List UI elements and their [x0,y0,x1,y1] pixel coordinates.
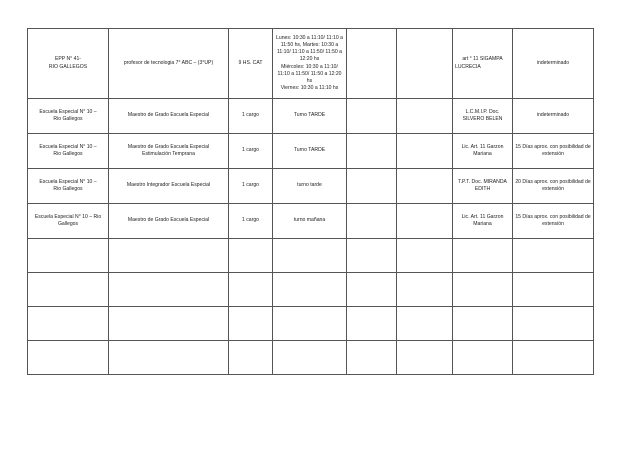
duration-cell: 20 Días aprox. con posibilidad de extensión [513,169,594,204]
blank-b-cell [397,134,453,169]
school-cell: Escuela Especial N° 10 – Rio Gallegos [28,99,109,134]
school-cell: Escuela Especial N° 10 – Rio Gallegos [28,204,109,239]
blank-a-cell [347,341,397,375]
schedule-cell: Turno TARDE [273,134,347,169]
hours-cell [229,273,273,307]
position-cell: Maestro de Grado Escuela Especial [109,99,229,134]
substitute-cell [453,239,513,273]
vacancy-table [27,28,594,375]
hours-cell: 1 cargo [229,169,273,204]
hours-cell [229,307,273,341]
table-row [28,99,594,134]
hours-cell: 1 cargo [229,204,273,239]
school-cell [28,307,109,341]
school-cell: Escuela Especial N° 10 – Rio Gallegos [28,169,109,204]
blank-b-cell [397,99,453,134]
blank-a-cell [347,169,397,204]
schedule-cell [273,307,347,341]
schedule-cell: turno tarde [273,169,347,204]
position-cell [109,307,229,341]
table-row [28,204,594,239]
blank-b-cell [397,341,453,375]
blank-a-cell [347,307,397,341]
blank-b-cell [397,29,453,99]
school-cell: EPP N° 41- RIO GALLEGOS [28,29,109,99]
substitute-cell: Lic. Art. 11 Garzon Mariana [453,134,513,169]
blank-a-cell [347,29,397,99]
substitute-cell [453,307,513,341]
hours-cell [229,239,273,273]
schedule-cell [273,273,347,307]
position-cell: Maestro Integrador Escuela Especial [109,169,229,204]
schedule-cell: Lunes: 10:30 a 11:10/ 11:10 a 11:50 hs, Martes: 10:30 a 11:10/ 11:10 a 11:50/ 11:50 a 12:20 hs Miércoles: 10:30 a 11:10/ 11:10 a 11:50/ 11:50 a 12:20 hs Viernes: 10:30 a 11:10 hs [273,29,347,99]
substitute-cell: art ° 11 SIGAMPA LUCRECIA [453,29,513,99]
duration-cell: 15 Días aprox. con posibilidad de extensión [513,134,594,169]
duration-cell [513,341,594,375]
hours-cell: 1 cargo [229,134,273,169]
blank-a-cell [347,134,397,169]
blank-a-cell [347,273,397,307]
schedule-cell: turno mañana [273,204,347,239]
duration-cell [513,273,594,307]
duration-cell [513,307,594,341]
schedule-cell [273,239,347,273]
blank-a-cell [347,204,397,239]
blank-a-cell [347,239,397,273]
schedule-cell [273,341,347,375]
school-cell: Escuela Especial N° 10 – Rio Gallegos [28,134,109,169]
position-cell [109,341,229,375]
table-row [28,341,594,375]
table-row [28,239,594,273]
table-row [28,273,594,307]
blank-b-cell [397,307,453,341]
duration-cell: indeterminado [513,29,594,99]
blank-b-cell [397,273,453,307]
table-row [28,134,594,169]
position-cell: profesor de tecnologia 7° ABC – (3°UP) [109,29,229,99]
substitute-cell [453,341,513,375]
duration-cell: indeterminado [513,99,594,134]
duration-cell: 15 Días aprox. con posibilidad de extensión [513,204,594,239]
substitute-cell: Lic. Art. 11 Garzon Mariana [453,204,513,239]
blank-b-cell [397,169,453,204]
hours-cell: 9 HS. CAT [229,29,273,99]
hours-cell: 1 cargo [229,99,273,134]
hours-cell [229,341,273,375]
position-cell [109,239,229,273]
school-cell [28,273,109,307]
position-cell: Maestro de Grado Escuela Especial Estimulación Temprana [109,134,229,169]
substitute-cell: T.P.T. Doc. MIRANDA EDITH [453,169,513,204]
substitute-cell [453,273,513,307]
duration-cell [513,239,594,273]
position-cell [109,273,229,307]
school-cell [28,239,109,273]
table-row [28,169,594,204]
substitute-cell: L.C.M.I.P. Doc. SILVERO BELEN [453,99,513,134]
position-cell: Maestro de Grado Escuela Especial [109,204,229,239]
school-cell [28,341,109,375]
blank-b-cell [397,204,453,239]
table-row [28,307,594,341]
blank-b-cell [397,239,453,273]
schedule-cell: Turno TARDE [273,99,347,134]
table-row [28,29,594,99]
blank-a-cell [347,99,397,134]
